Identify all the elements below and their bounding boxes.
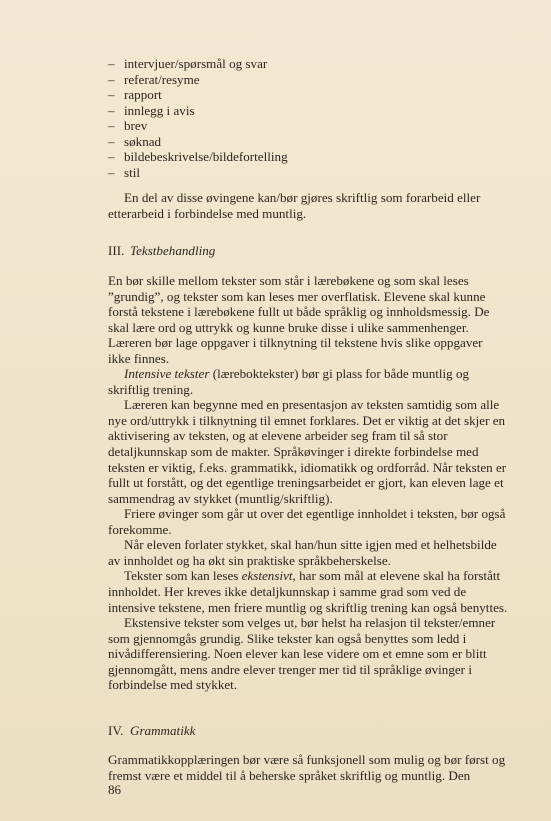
- list-item-text: intervjuer/spørsmål og svar: [124, 56, 268, 71]
- intro-paragraph: En del av disse øvingene kan/bør gjøres skriftlig som forarbeid eller etterarbeid i forbindelse med muntlig.: [108, 190, 481, 221]
- section-title: Grammatikk: [130, 722, 196, 738]
- emphasis-term: Intensive tekster: [124, 366, 210, 382]
- section-number: IV.: [108, 722, 124, 738]
- section-heading-3: [108, 243, 508, 259]
- page-content: [108, 56, 508, 783]
- list-item-text: referat/resyme: [124, 71, 200, 87]
- list-item-text: rapport: [124, 87, 162, 103]
- list-item: – referat/resyme: [108, 71, 200, 87]
- paragraph: Når eleven forlater stykket, skal han/hun sitte igjen med et helhetsbilde av innholdet og ha økt sin praktiske språkbeherskelse.: [108, 537, 497, 568]
- list-item-text: innlegg i avis: [124, 102, 195, 118]
- list-item: – innlegg i avis: [108, 102, 195, 118]
- paragraph: En bør skille mellom tekster som står i lærebøkene og som skal leses ”grundig”, og tekster som kan leses mer overflatisk. Elevene skal kunne forstå tekstene i lærebøkene fullt ut både språklig og innholdsmessig. De skal lære ord og uttrykk og kunne bruke disse i ulike sammenhenger. Læreren bør lage oppgaver i tilknytning til tekstene hvis slike oppgaver ikke finnes.: [108, 273, 490, 366]
- list-item: – intervjuer/spørsmål og svar: [108, 56, 268, 71]
- paragraph: Læreren kan begynne med en presentasjon av teksten samtidig som alle nye ord/uttrykk i tilknytning til emnet forklares. Det er viktig at det skjer en aktivisering av teksten, og at elevene arbeider seg fram til så stor detaljkunnskap som de makter. Språkøvinger i direkte forbindelse med teksten er viktig, f.eks. grammatikk, idiomatikk og ordforråd. Når teksten er fullt ut forstått, og det egentlige treningsarbeidet er gjort, kan eleven lage et sammendrag av stykket (muntlig/skriftlig).: [108, 397, 507, 506]
- paragraph: Tekster som kan leses ekstensivt, har som mål at elevene skal ha forstått innholdet. Her kreves ikke detaljkunnskap i samme grad som ved de intensive tekstene, men friere muntlig og skriftlig trening kan også benyttes.: [108, 568, 508, 615]
- exercise-list: [108, 56, 508, 180]
- list-item: – rapport: [108, 87, 162, 103]
- list-item-text: stil: [124, 164, 141, 180]
- emphasis-term: ekstensivt: [241, 568, 293, 584]
- list-item-text: bildebeskrivelse/bildefortelling: [124, 149, 288, 165]
- list-item: – bildebeskrivelse/bildefortelling: [108, 149, 288, 165]
- paragraph: Grammatikkopplæringen bør være så funksjonell som mulig og bør først og fremst være et middel til å beherske språket skriftlig og muntlig. Den: [108, 752, 506, 783]
- paragraph: Ekstensive tekster som velges ut, bør helst ha relasjon til tekster/emner som gjennomgås grundig. Slike tekster kan også benyttes som ledd i nivådifferensiering. Noen elever kan lese videre om et emne som er blitt gjennomgått, mens andre elever trenger mer tid til språklige øvinger i forbindelse med stykket.: [108, 615, 496, 693]
- list-item-text: brev: [124, 118, 148, 134]
- section-title: Tekstbehandling: [130, 243, 216, 259]
- paragraph: Intensive tekster (læreboktekster) bør gi plass for både muntlig og skriftlig trening.: [108, 366, 470, 397]
- paragraph: Friere øvinger som går ut over det egentlige innholdet i teksten, bør også forekomme.: [108, 506, 506, 537]
- section-number: III.: [108, 243, 125, 259]
- list-item: – brev: [108, 118, 148, 134]
- list-item: – søknad: [108, 133, 162, 149]
- section-heading-4: [108, 723, 508, 739]
- list-item: – stil: [108, 164, 141, 180]
- list-item-text: søknad: [124, 133, 162, 149]
- page-number: 86: [108, 782, 122, 797]
